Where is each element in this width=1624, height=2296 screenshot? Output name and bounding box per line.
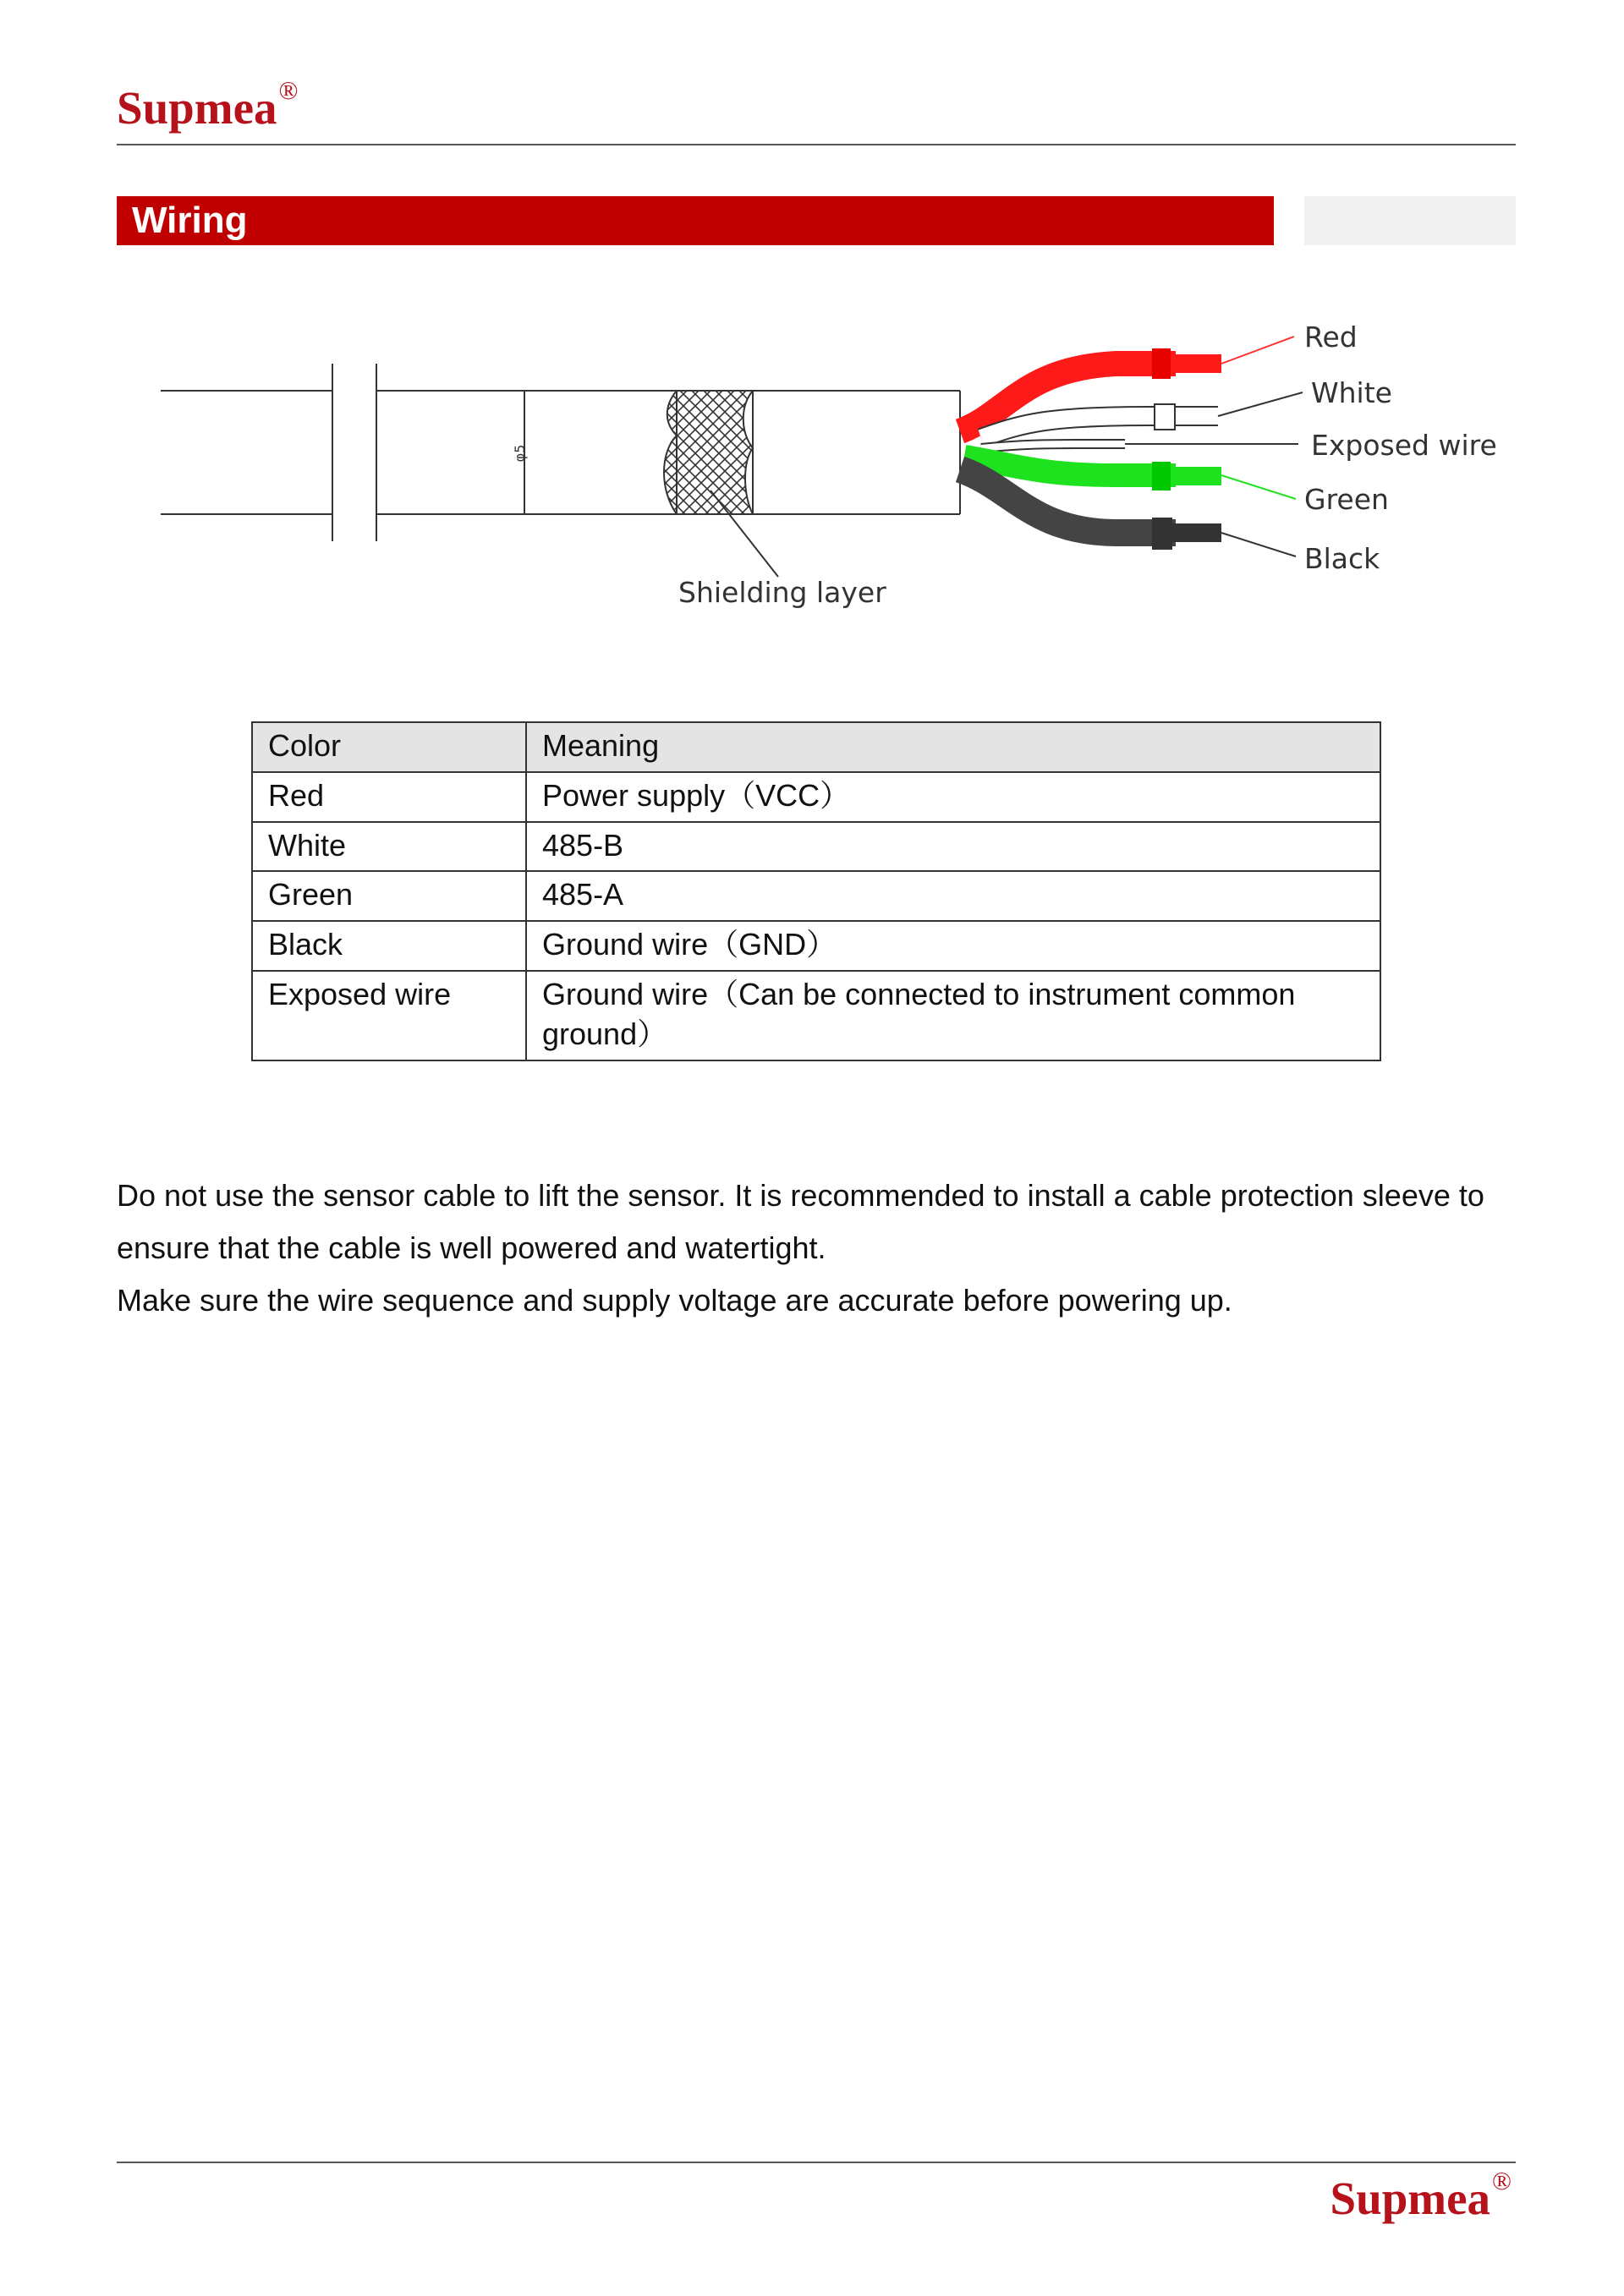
header-divider [117,144,1516,145]
table-row [252,871,1380,921]
wiring-notes [117,1170,1516,1327]
table-cell-color: Green [252,871,526,921]
shielding-braid [664,391,753,514]
table-cell-color: Black [252,921,526,971]
footer-divider [117,2162,1516,2163]
cable-wiring-diagram [127,288,1514,643]
table-cell-meaning: Ground wire（Can be connected to instrument common ground） [526,971,1380,1060]
registered-mark: ® [1492,2167,1512,2196]
wiring-table [251,721,1381,1061]
label-red: Red [1304,321,1358,353]
footer-brand-text: Supmea [1330,2173,1491,2224]
label-exposed-wire: Exposed wire [1311,429,1497,462]
cable-left-segment [161,364,376,541]
footer-logo [1330,2167,1512,2224]
table-cell-meaning: Ground wire（GND） [526,921,1380,971]
table-cell-meaning: 485-B [526,822,1380,872]
section-title-bar [117,196,1274,245]
table-cell-color: Red [252,772,526,822]
table-cell-meaning: Power supply（VCC） [526,772,1380,822]
exposed-wire [981,444,1125,448]
section-title: Wiring [132,200,248,241]
label-green: Green [1304,483,1389,516]
section-tab-decoration [1304,196,1516,245]
table-header-row [252,722,1380,772]
table-row [252,971,1380,1060]
label-shielding-layer: Shielding layer [678,576,886,609]
label-white: White [1311,376,1392,409]
table-row [252,822,1380,872]
table-row [252,921,1380,971]
header-brand-text: Supmea [117,82,277,134]
note-paragraph: Make sure the wire sequence and supply voltage are accurate before powering up. [117,1283,1232,1318]
table-cell-meaning: 485-A [526,871,1380,921]
table-row [252,772,1380,822]
column-header-meaning: Meaning [526,722,1380,772]
table-cell-color: Exposed wire [252,971,526,1060]
table-cell-color: White [252,822,526,872]
cable-diameter-label: φ5 [512,444,528,463]
column-header-color: Color [252,722,526,772]
label-black: Black [1304,542,1380,575]
note-paragraph: Do not use the sensor cable to lift the sensor. It is recommended to install a cable protection sleeve to ensure that the cable is well powered and watertight. [117,1178,1484,1265]
registered-mark: ® [278,76,299,106]
header-logo [117,76,299,134]
